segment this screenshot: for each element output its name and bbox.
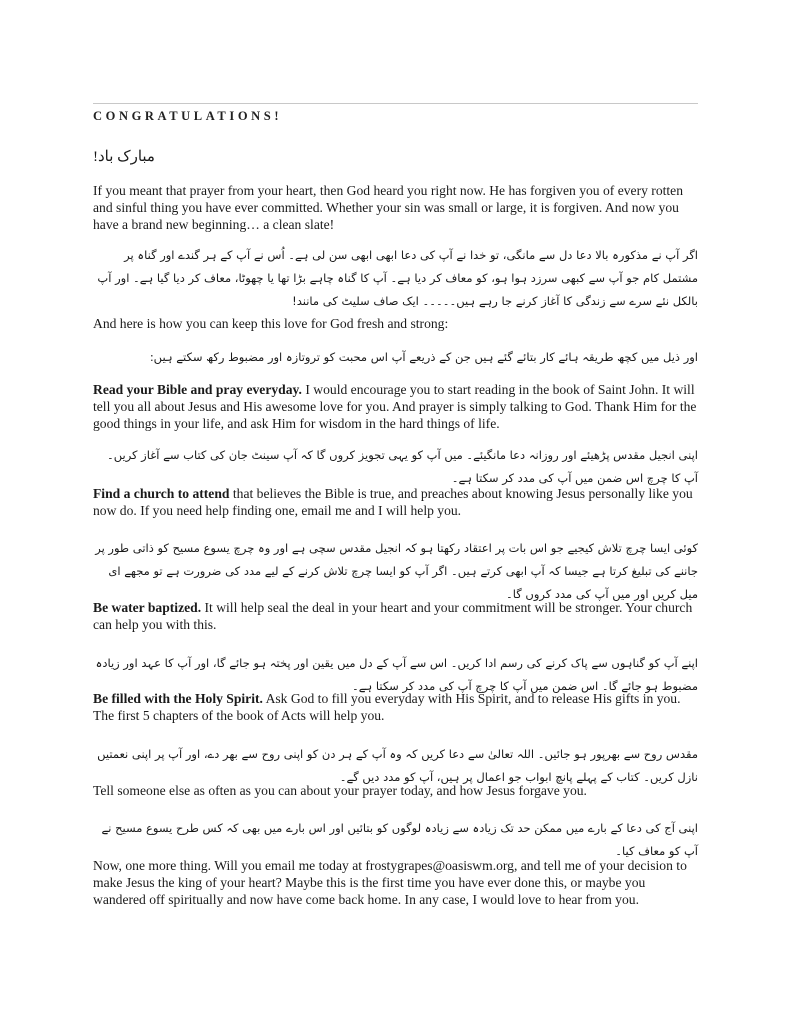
step-bible-text: I would encourage you to start reading in the book of Saint John. It will tell you all about Jesus and His awesome love for you. And prayer is simply talking to God. Thank Him for the good things in your life, and ask Him for wisdom in the hard things of life. <box>93 382 697 431</box>
step-church-title: Find a church to attend <box>93 486 230 501</box>
step-bible-paragraph <box>93 381 698 432</box>
step-bible-urdu: اپنی انجیل مقدس پڑھیئے اور روزانہ دعا مانگیئے۔ میں آپ کو یہی تجویز کروں گا کہ آپ سینٹ جان کی کتاب سے آغاز کریں۔ آپ کا چرچ اس ضمن میں آپ کی مدد کر سکتا ہے۔ <box>107 448 698 485</box>
step-bible-title: Read your Bible and pray everyday. <box>93 382 302 397</box>
step-spirit-title: Be filled with the Holy Spirit. <box>93 691 263 706</box>
step-baptism-text: It will help seal the deal in your heart and your commitment will be stronger. Your church can help you with this. <box>93 600 693 632</box>
step-baptism-paragraph <box>93 599 698 633</box>
page-heading: CONGRATULATIONS! <box>93 109 283 123</box>
tell-paragraph: Tell someone else as often as you can about your prayer today, and how Jesus forgave you. <box>93 783 587 798</box>
keep-paragraph: And here is how you can keep this love for God fresh and strong: <box>93 316 449 331</box>
step-spirit-urdu: مقدس روح سے بھرپور ہو جائیں۔ اللہ تعالیٰ سے دعا کریں کہ وہ آپ کے ہر دن کو اپنی روح سے بھر دے، اور آپ پر اپنی نعمتیں نازل کریں۔ کتاب کے پہلے پانچ ابواب جو اعمال پر ہیں، آپ کو مدد دیں گے۔ <box>97 747 698 784</box>
closing-paragraph: Now, one more thing. Will you email me today at frostygrapes@oasiswm.org, and tell me of your decision to make Jesus the king of your heart? Maybe this is the first time you have ever done this, or maybe you wandered off spiritually and now have come back home. In any case, I would love to hear from you. <box>93 858 687 907</box>
step-spirit-text: Ask God to fill you everyday with His Spirit, and to release His gifts in you. The first 5 chapters of the book of Acts will help you. <box>93 691 681 723</box>
step-church-paragraph <box>93 485 698 519</box>
horizontal-divider <box>93 103 698 104</box>
tell-urdu-paragraph: اپنی آج کی دعا کے بارے میں ممکن حد تک زیادہ سے زیادہ لوگوں کو بتائیں اور اس بارے میں بھی کہ کس طرح یسوع مسیح نے آپ کو معاف کیا۔ <box>101 821 698 858</box>
step-church-urdu: کوئی ایسا چرچ تلاش کیجیے جو اس بات پر اعتقاد رکھتا ہو کہ انجیل مقدس سچی ہے اور وہ چرچ یسوع مسیح کو ذاتی طور پر جاننے کی تبلیغ کرتا ہے جیسا کہ آپ ابھی کرتے ہیں۔ اگر آپ کو ایسا چرچ تلاش کرنے کے لیے مدد کی ضرورت ہے تو مجھے ای میل کریں اور میں آپ کی مدد کروں گا۔ <box>95 541 698 601</box>
step-church-text: that believes the Bible is true, and preaches about knowing Jesus personally like you now do. If you need help finding one, email me and I will help you. <box>93 486 693 518</box>
keep-urdu-paragraph: اور ذیل میں کچھ طریقہ ہائے کار بتائے گئے ہیں جن کے ذریعے آپ اس محبت کو تروتازہ اور مضبوط رکھ سکتے ہیں: <box>149 350 698 364</box>
step-spirit-paragraph <box>93 690 698 724</box>
urdu-heading: مبارک باد! <box>93 149 155 165</box>
intro-paragraph: If you meant that prayer from your heart, then God heard you right now. He has forgiven you of every rotten and sinful thing you have ever committed. Whether your sin was small or large, it is forgiven. And now you have a brand new beginning… a clean slate! <box>93 183 684 232</box>
step-baptism-urdu: اپنے آپ کو گناہوں سے پاک کرنے کی رسم ادا کریں۔ اس سے آپ کے دل میں یقین اور پختہ ہو جائے گا، اور آپ کا عہد اور زیادہ مضبوط ہو جائے گا۔ اس ضمن میں آپ کا چرچ آپ کی مدد کر سکتا ہے۔ <box>95 656 698 693</box>
intro-urdu-paragraph: اگر آپ نے مذکورہ بالا دعا دل سے مانگی، تو خدا نے آپ کی دعا ابھی ابھی سن لی ہے۔ اُس نے آپ کے ہر گندے اور گناہ پر مشتمل کام جو آپ سے کبھی سرزد ہوا ہو، کو معاف کر دیا ہے۔ آپ کا گناہ چاہے بڑا تھا یا چھوٹا، معاف کر دیا گیا ہے۔ اور آپ بالکل نئے سرے سے زندگی کا آغاز کرنے جا رہے ہیں۔۔۔۔۔ ایک صاف سلیٹ کی مانند! <box>97 248 698 308</box>
step-baptism-title: Be water baptized. <box>93 600 202 615</box>
